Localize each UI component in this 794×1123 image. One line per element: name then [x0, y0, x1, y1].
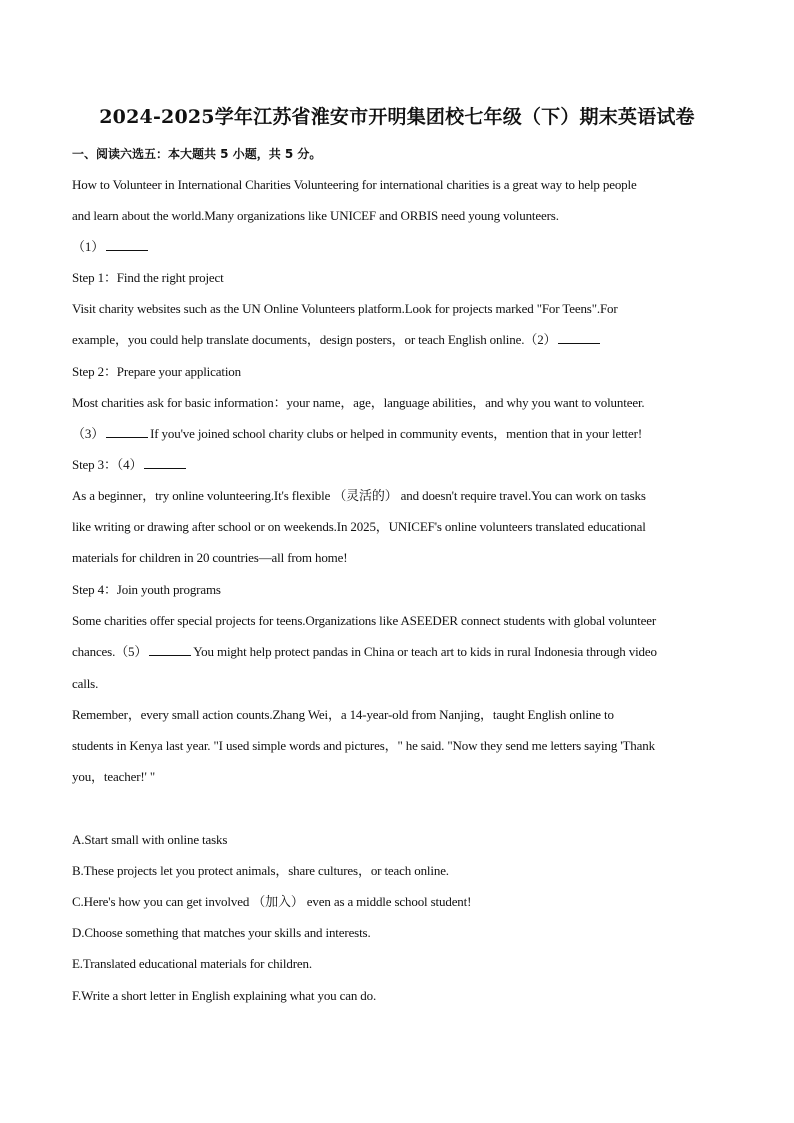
answer-blank [106, 425, 148, 438]
passage-line: Some charities offer special projects for teens.Organizations like ASEEDER connect students with global volunteer [72, 613, 657, 628]
blank-label: （3） [72, 426, 105, 441]
passage-text: example，you could help translate documents，design posters，or teach English online.（2） [72, 332, 557, 347]
passage-text: If you've joined school charity clubs or helped in community events，mention that in your letter! [150, 426, 642, 441]
answer-blank [106, 238, 148, 251]
passage-line: Remember，every small action counts.Zhang Wei，a 14-year-old from Nanjing，taught English online to [72, 707, 614, 722]
option-a: A.Start small with online tasks [72, 832, 228, 847]
option-c: C.Here's how you can get involved （加入） even as a middle school student! [72, 894, 472, 909]
exam-title: 2024-2025学年江苏省淮安市开明集团校七年级（下）期末英语试卷 [99, 106, 695, 128]
step-heading [72, 456, 188, 474]
passage-line: students in Kenya last year. "I used simple words and pictures，" he said. "Now they send me letters saying 'Thank [72, 738, 655, 753]
step-heading-text: Step 3：（4） [72, 457, 143, 472]
passage-line: you，teacher!' " [72, 769, 155, 784]
passage-line: How to Volunteer in International Charities Volunteering for international charities is a great way to help people [72, 177, 637, 192]
step-heading: Step 1：Find the right project [72, 270, 224, 285]
section-heading: 一、阅读六选五：本大题共 5 小题，共 5 分。 [72, 147, 322, 161]
option-e: E.Translated educational materials for children. [72, 956, 312, 971]
passage-line [72, 331, 602, 349]
passage-text: chances.（5） [72, 644, 148, 659]
blank-1 [72, 238, 150, 256]
answer-blank [558, 331, 600, 344]
passage-text: You might help protect pandas in China or teach art to kids in rural Indonesia through video [193, 644, 657, 659]
answer-blank [144, 456, 186, 469]
passage-line: Visit charity websites such as the UN Online Volunteers platform.Look for projects marked "For Teens".For [72, 301, 618, 316]
answer-blank [149, 643, 191, 656]
option-b: B.These projects let you protect animals，share cultures，or teach online. [72, 863, 449, 878]
passage-line [72, 643, 657, 661]
passage-line: materials for children in 20 countries—all from home! [72, 550, 348, 565]
option-d: D.Choose something that matches your skills and interests. [72, 925, 371, 940]
step-heading: Step 4：Join youth programs [72, 582, 221, 597]
option-f: F.Write a short letter in English explaining what you can do. [72, 988, 377, 1003]
passage-line: Most charities ask for basic information：your name，age，language abilities，and why you want to volunteer. [72, 395, 645, 410]
passage-line [72, 425, 642, 443]
passage-line: calls. [72, 676, 99, 691]
passage-line: As a beginner，try online volunteering.It's flexible （灵活的） and doesn't require travel.You can work on tasks [72, 488, 646, 503]
step-heading: Step 2：Prepare your application [72, 364, 241, 379]
passage-line: like writing or drawing after school or on weekends.In 2025，UNICEF's online volunteers translated educational [72, 519, 646, 534]
passage-line: and learn about the world.Many organizations like UNICEF and ORBIS need young volunteers. [72, 208, 559, 223]
blank-label: （1） [72, 239, 105, 254]
